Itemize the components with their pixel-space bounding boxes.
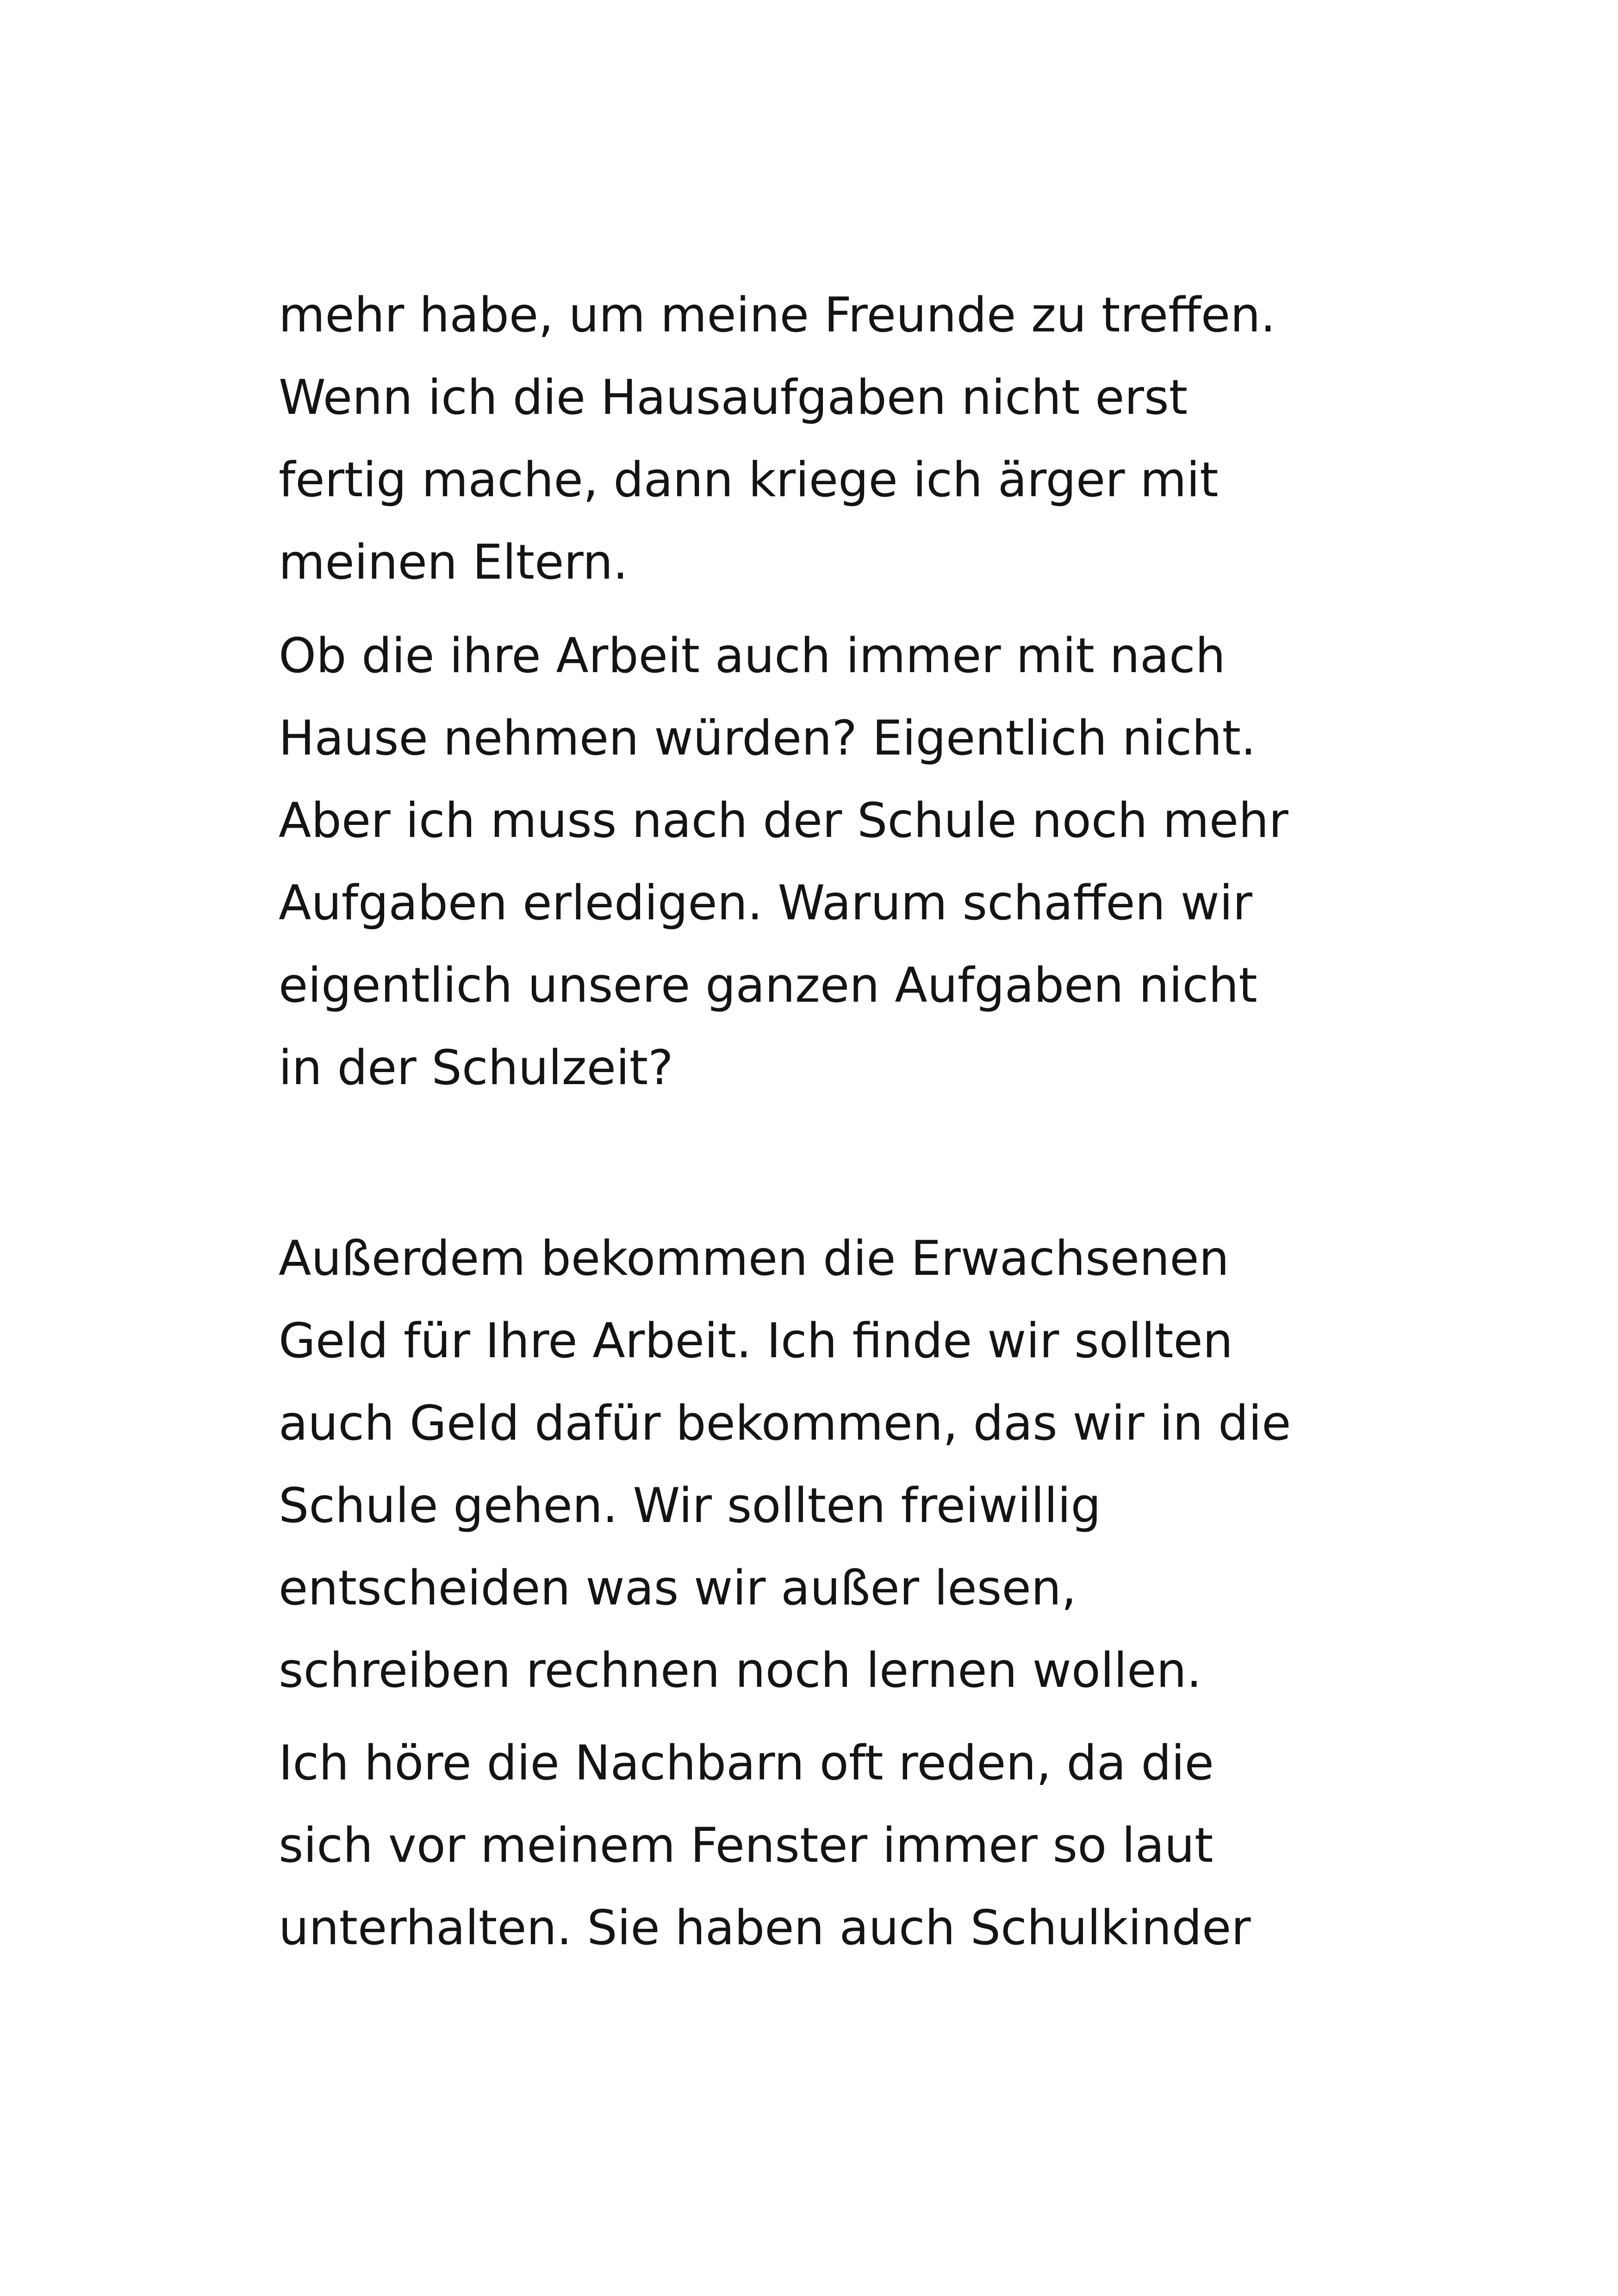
text-line: Hause nehmen würden? Eigentlich nicht. — [279, 711, 1256, 766]
text-line: Aufgaben erledigen. Warum schaffen wir — [279, 875, 1252, 931]
text-line: eigentlich unsere ganzen Aufgaben nicht — [279, 958, 1257, 1013]
text-line: entscheiden was wir außer lesen, — [279, 1560, 1077, 1616]
text-line: unterhalten. Sie haben auch Schulkinder — [279, 1900, 1251, 1956]
text-line: mehr habe, um meine Freunde zu treffen. — [279, 287, 1276, 343]
text-line: fertig mache, dann kriege ich ärger mit — [279, 452, 1219, 508]
paragraph-neighbours — [279, 1722, 1343, 1969]
paragraph-money — [279, 1217, 1343, 1712]
text-line: Aber ich muss nach der Schule noch mehr — [279, 793, 1288, 849]
text-line: Ich höre die Nachbarn oft reden, da die — [279, 1735, 1214, 1791]
text-line: schreiben rechnen noch lernen wollen. — [279, 1643, 1202, 1698]
text-line: Außerdem bekommen die Erwachsenen — [279, 1231, 1229, 1286]
text-line: Wenn ich die Hausaufgaben nicht erst — [279, 370, 1188, 425]
text-line: sich vor meinem Fenster immer so laut — [279, 1818, 1214, 1873]
paragraph-work-at-home — [279, 615, 1343, 1109]
text-line: Ob die ihre Arbeit auch immer mit nach — [279, 628, 1226, 684]
text-line: in der Schulzeit? — [279, 1040, 673, 1096]
text-line: Geld für Ihre Arbeit. Ich finde wir sollten — [279, 1313, 1233, 1369]
text-line: Schule gehen. Wir sollten freiwillig — [279, 1478, 1101, 1534]
text-line: meinen Eltern. — [279, 535, 628, 590]
text-line: auch Geld dafür bekommen, das wir in die — [279, 1396, 1291, 1451]
paragraph-homework — [279, 274, 1343, 604]
